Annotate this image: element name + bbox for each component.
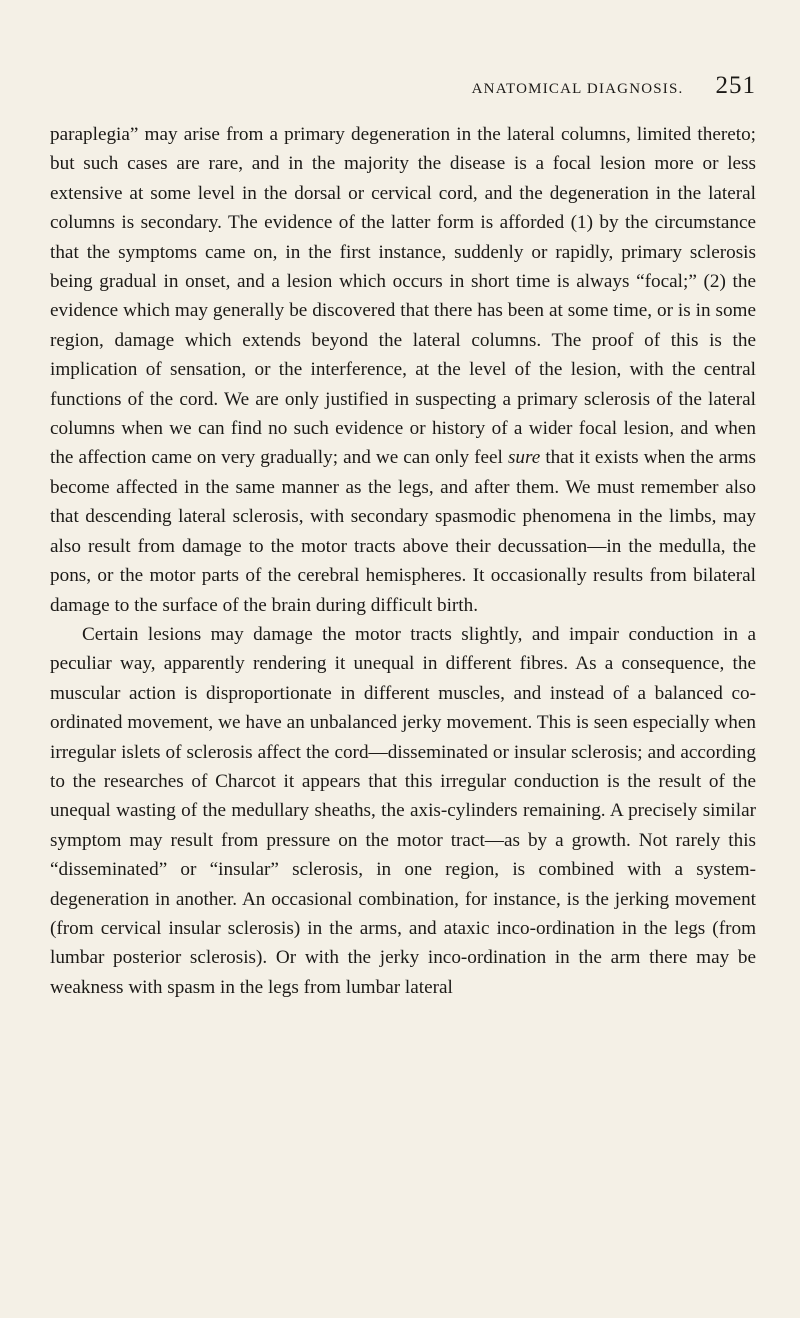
running-title: ANATOMICAL DIAGNOSIS.	[471, 81, 684, 97]
paragraph-1	[50, 120, 756, 620]
paragraph-1-text-b: that it exists when the arms become affected in the same manner as the legs, and after them. We must remember also that descending lateral sclerosis, with secondary spasmodic phenomena in the limbs, may also result from damage to the motor tracts above their decussation—in the medulla, the pons, or the motor parts of the cerebral hemispheres. It occasionally results from bilateral damage to the surface of the brain during difficult birth.	[50, 447, 757, 616]
page-number: 251	[715, 72, 756, 99]
body-text	[50, 120, 756, 1002]
running-head	[50, 72, 756, 112]
paragraph-2: Certain lesions may damage the motor tracts slightly, and impair conduction in a peculiar way, apparently rendering it unequal in different fibres. As a consequence, the muscular action is disproportionate in different muscles, and instead of a balanced co-ordinated movement, we have an unbalanced jerky movement. This is seen especially when irregular islets of sclerosis affect the cord—disseminated or insular sclerosis; and according to the researches of Charcot it appears that this irregular conduction is the result of the unequal wasting of the medullary sheaths, the axis-cylinders remaining. A precisely similar symptom may result from pressure on the motor tract—as by a growth. Not rarely this “disseminated” or “insular” sclerosis, in one region, is combined with a system-degeneration in another. An occasional combination, for instance, is the jerking movement (from cervical insular sclerosis) in the arms, and ataxic inco-ordination in the legs (from lumbar posterior sclerosis). Or with the jerky inco-ordination in the arm there may be weakness with spasm in the legs from lumbar lateral	[50, 623, 756, 998]
paragraph-1-text-a: paraplegia” may arise from a primary degeneration in the lateral columns, limited thereto; but such cases are rare, and in the majority the disease is a focal lesion more or less extensive at some level in the dorsal or cervical cord, and the degeneration in the lateral columns is secondary. The evidence of the latter form is afforded (1) by the circumstance that the symptoms came on, in the first instance, suddenly or rapidly, primary sclerosis being gradual in onset, and a lesion which occurs in short time is always “focal;” (2) the evidence which may generally be discovered that there has been at some time, or is in some region, damage which extends beyond the lateral columns. The proof of this is the implication of sensation, or the interference, at the level of the lesion, with the central functions of the cord. We are only justified in suspecting a primary sclerosis of the lateral columns when we can find no such evidence or history of a wider focal lesion, and when the affection came on very gradually; and we can only feel	[50, 124, 756, 469]
emphasis-sure: sure	[507, 447, 541, 469]
